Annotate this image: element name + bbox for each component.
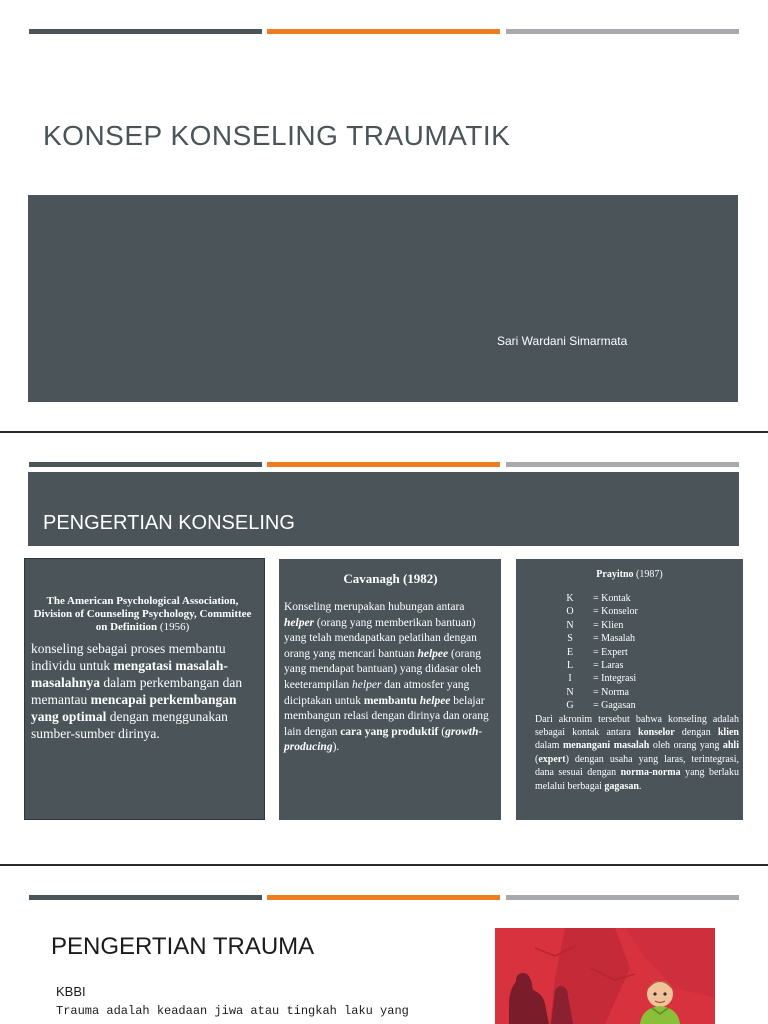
- acronym-row: G = Gagasan: [566, 700, 636, 712]
- accent-bar-gray: [506, 29, 739, 34]
- trauma-illustration-graphic: [495, 928, 715, 1024]
- cavanagh-definition-text: Konseling merupakan hubungan antara helper (orang yang memberikan bantuan) yang telah mendapatkan pelatihan dengan orang yang mencari bantuan helpee (orang yang mendapat bantuan) yang didasar oleh keeterampilan helper dan atmosfer yang diciptakan untuk membantu helpee belajar membangun relasi dengan dirinya dan orang lain dengan cara yang produktif (growth-producing).: [284, 601, 489, 754]
- trauma-definition-text: Trauma adalah keadaan jiwa atau tingkah laku yang: [56, 1004, 409, 1018]
- acronym-row: O = Konselor: [566, 606, 638, 618]
- konseling-acronym-list: [535, 592, 739, 713]
- cavanagh-card-title: Cavanagh (1982): [343, 571, 438, 586]
- accent-bar-gray: [506, 895, 739, 900]
- acronym-row: E = Expert: [566, 646, 628, 658]
- slide-1: [0, 0, 768, 431]
- accent-bar-slate: [29, 29, 262, 34]
- acronym-row: L = Laras: [566, 660, 624, 672]
- accent-bar-slate: [29, 895, 262, 900]
- apa-definition-text: konseling sebagai proses membantu individu untuk mengatasi masalah-masalahnya dalam perkembangan dan memantau mencapai perkembangan yang optimal dengan menggunakan sumber-sumber dirinya.: [31, 641, 243, 741]
- slide-title: KONSEP KONSELING TRAUMATIK: [43, 120, 511, 151]
- cavanagh-definition-card: [279, 559, 501, 820]
- kbbi-label: KBBI: [56, 984, 86, 999]
- accent-bar-orange: [267, 895, 500, 900]
- accent-bar-orange: [267, 29, 500, 34]
- subtitle-panel: [28, 195, 738, 402]
- acronym-row: S = Masalah: [567, 633, 636, 645]
- prayitno-card-title: Prayitno (1987): [596, 569, 663, 580]
- prayitno-definition-card: [516, 559, 743, 820]
- acronym-row: I = Integrasi: [568, 673, 637, 685]
- accent-bar-gray: [506, 462, 739, 467]
- prayitno-definition-text: Dari akronim tersebut bahwa konseling adalah sebagai kontak antara konselor dengan klien dalam menangani masalah oleh orang yang ahli (expert) dengan usaha yang laras, terintegrasi, dana sesuai dengan norma-norma yang berlaku melalui berbagai gagasan.: [535, 713, 739, 792]
- accent-bar-slate: [29, 462, 262, 467]
- trauma-illustration: [495, 928, 715, 1024]
- apa-card-header: The American Psychological Association, Division of Counseling Psychology, Committee on Definition (1956): [33, 595, 252, 633]
- apa-definition-card: [24, 558, 265, 820]
- section-title: PENGERTIAN KONSELING: [43, 512, 295, 534]
- acronym-row: N = Klien: [566, 619, 624, 631]
- acronym-row: N = Norma: [566, 686, 629, 698]
- accent-bar-orange: [267, 462, 500, 467]
- section-title: PENGERTIAN TRAUMA: [51, 933, 315, 960]
- acronym-row: K = Kontak: [566, 593, 631, 604]
- author-name: Sari Wardani Simarmata: [497, 334, 628, 348]
